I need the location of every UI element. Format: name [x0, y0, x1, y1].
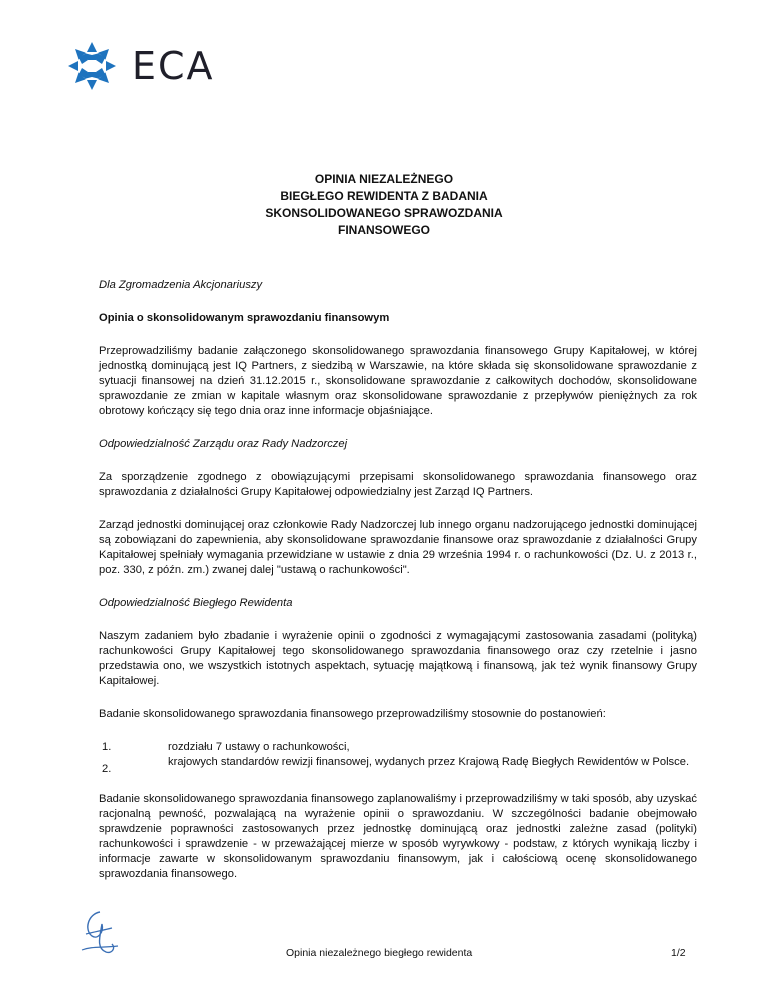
section-heading-auditor: Odpowiedzialność Biegłego Rewidenta [99, 597, 293, 609]
paragraph: Badanie skonsolidowanego sprawozdania finansowego zaplanowaliśmy i przeprowadziliśmy w taki sposób, aby uzyskać racjonalną pewność, pozwalającą na wyrażenie opinii o sprawozdaniu. W szczególności badanie obejmowało sprawdzenie poprawności zastosowanych przez jednostkę dominującą oraz jednostki zależne zasad (polityki) rachunkowości i sprawdzenie - w przeważającej mierze w sposób wyrywkowy - podstaw, z których wynikają liczby i informacje zawarte w skonsolidowanym sprawozdaniu finansowym, jak i całościową ocenę skonsolidowanego sprawozdania finansowego. [99, 793, 697, 880]
title-line: OPINIA NIEZALEŻNEGO [314, 172, 454, 186]
title-line: FINANSOWEGO [338, 223, 430, 237]
footer-text: Opinia niezależnego biegłego rewidenta [286, 947, 473, 959]
paragraph: Zarząd jednostki dominującej oraz członkowie Rady Nadzorczej lub innego organu nadzorującego jednostki dominującej są zobowiązani do zapewnienia, aby skonsolidowane sprawozdanie finansowe oraz sprawozdanie z działalności Grupy Kapitałowej spełniały wymagania przewidziane w ustawie z dnia 29 września 1994 r. o rachunkowości (Dz. U. z 2013 r., poz. 330, z późn. zm.) zwanej dalej "ustawą o rachunkowości". [99, 519, 697, 576]
list-item [99, 755, 697, 777]
paragraph: Przeprowadziliśmy badanie załączonego skonsolidowanego sprawozdania finansowego Grupy Kapitałowej, w której jednostką dominującą jest IQ Partners, z siedzibą w Warszawie, na które składa się skonsolidowane sprawozdanie z sytuacji finansowej na dzień 31.12.2015 r., skonsolidowane sprawozdanie z całkowitych dochodów, skonsolidowane sprawozdanie ze zmian w kapitale własnym oraz skonsolidowane sprawozdanie z przepływów pieniężnych za rok obrotowy kończący się tego dnia oraz inne informacje objaśniające. [99, 345, 697, 417]
signature-initials [78, 906, 122, 963]
paragraph: Za sporządzenie zgodnego z obowiązującymi przepisami skonsolidowanego sprawozdania finansowego oraz sprawozdania z działalności Grupy Kapitałowej odpowiedzialny jest Zarząd IQ Partners. [99, 471, 697, 498]
signature-icon [78, 906, 122, 958]
addressee: Dla Zgromadzenia Akcjonariuszy [99, 279, 263, 291]
title-line: BIEGŁEGO REWIDENTA Z BADANIA [280, 189, 488, 203]
list-number: 2. [102, 763, 112, 775]
title-line: SKONSOLIDOWANEGO SPRAWOZDANIA [265, 206, 503, 220]
document-title [0, 171, 768, 239]
section-heading-management: Odpowiedzialność Zarządu oraz Rady Nadzorczej [99, 438, 348, 450]
list-text: krajowych standardów rewizji finansowej, wydanych przez Krajową Radę Biegłych Rewidentów w Polsce. [168, 756, 690, 768]
page-number: 1/2 [671, 947, 686, 959]
list-text: rozdziału 7 ustawy o rachunkowości, [168, 741, 350, 753]
list-item [99, 740, 697, 755]
numbered-list [99, 740, 697, 777]
logo-text: ECA [132, 44, 215, 88]
eca-logo [66, 40, 215, 92]
paragraph: Badanie skonsolidowanego sprawozdania finansowego przeprowadziliśmy stosownie do postanowień: [99, 708, 606, 720]
section-heading-opinion: Opinia o skonsolidowanym sprawozdaniu finansowym [99, 312, 390, 324]
document-body [99, 278, 697, 900]
paragraph: Naszym zadaniem było zbadanie i wyrażenie opinii o zgodności z wymagającymi zastosowania zasadami (polityką) rachunkowości Grupy Kapitałowej tego skonsolidowanego sprawozdania finansowego oraz czy rzetelnie i jasno przedstawia ono, we wszystkich istotnych aspektach, sytuację majątkową i finansową, jak też wynik finansowy Grupy Kapitałowej. [99, 630, 697, 687]
list-number: 1. [102, 741, 112, 753]
star-logo-icon [66, 40, 118, 92]
